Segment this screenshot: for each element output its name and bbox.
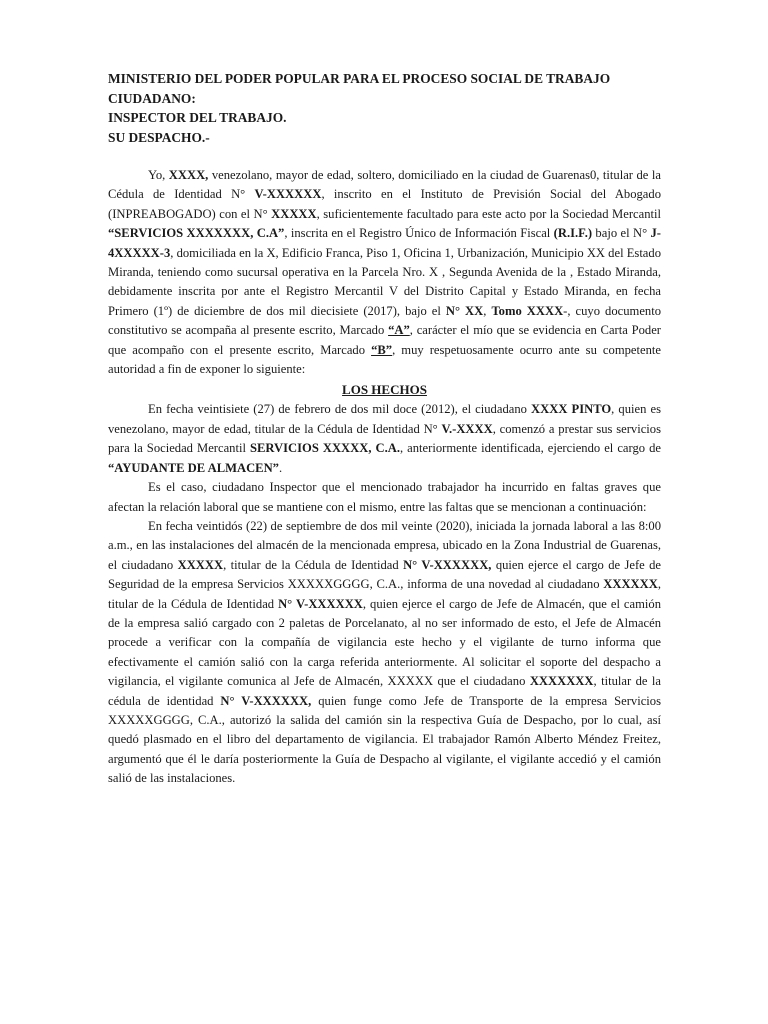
ministry-name: MINISTERIO DEL PODER POPULAR PARA EL PROCESO SOCIAL DE TRABAJO: [108, 71, 611, 86]
text-run: , titular de la cédula de identidad: [108, 674, 661, 708]
text-run: , suficientemente facultado para este acto por la Sociedad Mercantil: [316, 206, 661, 221]
letter-header: [108, 69, 668, 147]
text-run: quien funge como Jefe de Transporte de la empresa Servicios XXXXXGGGG, C.A., autorizó la salida del camión sin la respectiva Guía de Despacho, por lo cual, así quedó plasmado en el libro del departamento de vigilancia. El trabajador Ramón Alberto Méndez Freitez, argumentó que él le daría posteriormente la Guía de Despacho al vigilante, el vigilante accedió y el camión salió de las instalaciones.: [108, 693, 662, 786]
text-run: , muy respetuosamente ocurro ante su competente autoridad a fin de exponer lo siguiente:: [108, 342, 661, 377]
bold-run: SERVICIOS XXXXX, C.A.: [249, 441, 400, 456]
bold-underlined-run: “B”: [371, 342, 393, 357]
bold-run: (R.I.F.): [553, 226, 593, 241]
text-run: , domiciliada en la X, Edificio Franca, Piso 1, Oficina 1, Urbanización, Municipio XX del Estado Miranda, teniendo como sucursal operativa en la Parcela Nro. X , Segunda Avenida de la , Estado Miranda, debidamente inscrita por ante el Registro Mercantil V del Distrito Capital y Estado Miranda, en fecha Primero (1º) de diciembre de dos mil diecisiete (2017), bajo el: [108, 245, 661, 318]
text-run: , inscrita en el Registro Único de Información Fiscal: [284, 226, 554, 241]
salutation-office: SU DESPACHO.-: [108, 129, 210, 145]
text-run: quien ejerce el cargo de Jefe de Seguridad de la empresa Servicios XXXXXGGGG, C.A., informa de una novedad al ciudadano: [108, 557, 662, 592]
bold-run: N° XX: [445, 303, 484, 318]
text-run: , comenzó a prestar sus servicios para la Sociedad Mercantil: [108, 421, 661, 456]
bold-run: “AYUDANTE DE ALMACEN”: [108, 460, 279, 475]
text-run: , quien ejerce el cargo de Jefe de Almacén, que el camión de la empresa salió cargado con 2 paletas de Porcelanato, al no ser informado de esto, el Jefe de Almacén procede a verificar con la compañía de vigilancia este hecho y el vigilante de turno informa que efectivamente el camión salió con la carga referida anteriormente. Al solicitar el soporte del despacho a vigilancia, el vigilante comunica al Jefe de Almacén, XXXXX que el ciudadano: [108, 596, 662, 689]
facts-paragraph-3: [108, 517, 661, 789]
letter-body: [108, 166, 661, 789]
bold-run: XXXXX: [177, 557, 224, 572]
bold-run: J-4XXXXX-3: [108, 226, 661, 260]
text-run: Es el caso, ciudadano Inspector que el mencionado trabajador ha incurrido en faltas graves que afectan la relación laboral que se mantiene con el mismo, entre las faltas que se mencionan a continuación:: [108, 480, 661, 514]
bold-run: XXXXXXX: [529, 674, 594, 689]
text-run: , quien es venezolano, mayor de edad, titular de la Cédula de Identidad N°: [108, 402, 661, 436]
bold-underlined-run: “A”: [388, 323, 410, 338]
text-run: Yo,: [148, 168, 169, 182]
bold-run: XXXXXX: [603, 577, 658, 592]
bold-run: XXXXX: [271, 206, 317, 221]
bold-run: V-XXXXXX: [254, 187, 322, 202]
bold-run: Tomo XXXX: [491, 303, 564, 318]
text-run: En fecha veintidós (22) de septiembre de dos mil veinte (2020), iniciada la jornada laboral a las 8:00 a.m., en las instalaciones del almacén de la mencionada empresa, ubicado en la Zona Industrial de Guarenas, el ciudadano: [108, 518, 661, 572]
facts-paragraph-2: [108, 478, 661, 517]
bold-run: N° V-XXXXXX,: [220, 693, 312, 708]
text-run: , anteriormente identificada, ejerciendo el cargo de: [400, 441, 661, 456]
salutation-citizen: CIUDADANO:: [108, 90, 196, 106]
bold-run: N° V-XXXXXX,: [403, 557, 492, 572]
bold-run: “SERVICIOS XXXXXXX, C.A”: [108, 226, 285, 241]
bold-run: XXXX,: [168, 168, 209, 182]
text-run: , inscrito en el Instituto de Previsión Social del Abogado (INPREABOGADO) con el N°: [108, 187, 661, 221]
text-run: ,: [483, 303, 492, 318]
text-run: -, cuyo documento constitutivo se acompaña al presente escrito, Marcado: [108, 303, 662, 338]
text-run: .: [278, 460, 283, 475]
text-run: venezolano, mayor de edad, soltero, domiciliado en la ciudad de Guarenas0, titular de la Cédula de Identidad N°: [108, 168, 661, 202]
intro-paragraph: [108, 166, 661, 379]
text-run: bajo el N°: [592, 226, 651, 241]
bold-run: XXXX PINTO: [531, 402, 612, 417]
facts-paragraph-1: [108, 400, 661, 478]
text-run: , titular de la Cédula de Identidad: [108, 577, 661, 611]
text-run: En fecha veintisiete (27) de febrero de dos mil doce (2012), el ciudadano: [148, 402, 532, 417]
section-heading: LOS HECHOS: [342, 382, 427, 398]
text-run: , titular de la Cédula de Identidad: [223, 557, 404, 572]
bold-run: N° V-XXXXXX: [278, 596, 363, 611]
salutation-inspector: INSPECTOR DEL TRABAJO.: [108, 110, 287, 125]
bold-run: V.-XXXX: [441, 421, 493, 436]
text-run: , carácter el mío que se evidencia en Carta Poder que acompaño con el presente escrito, Marcado: [108, 323, 662, 357]
